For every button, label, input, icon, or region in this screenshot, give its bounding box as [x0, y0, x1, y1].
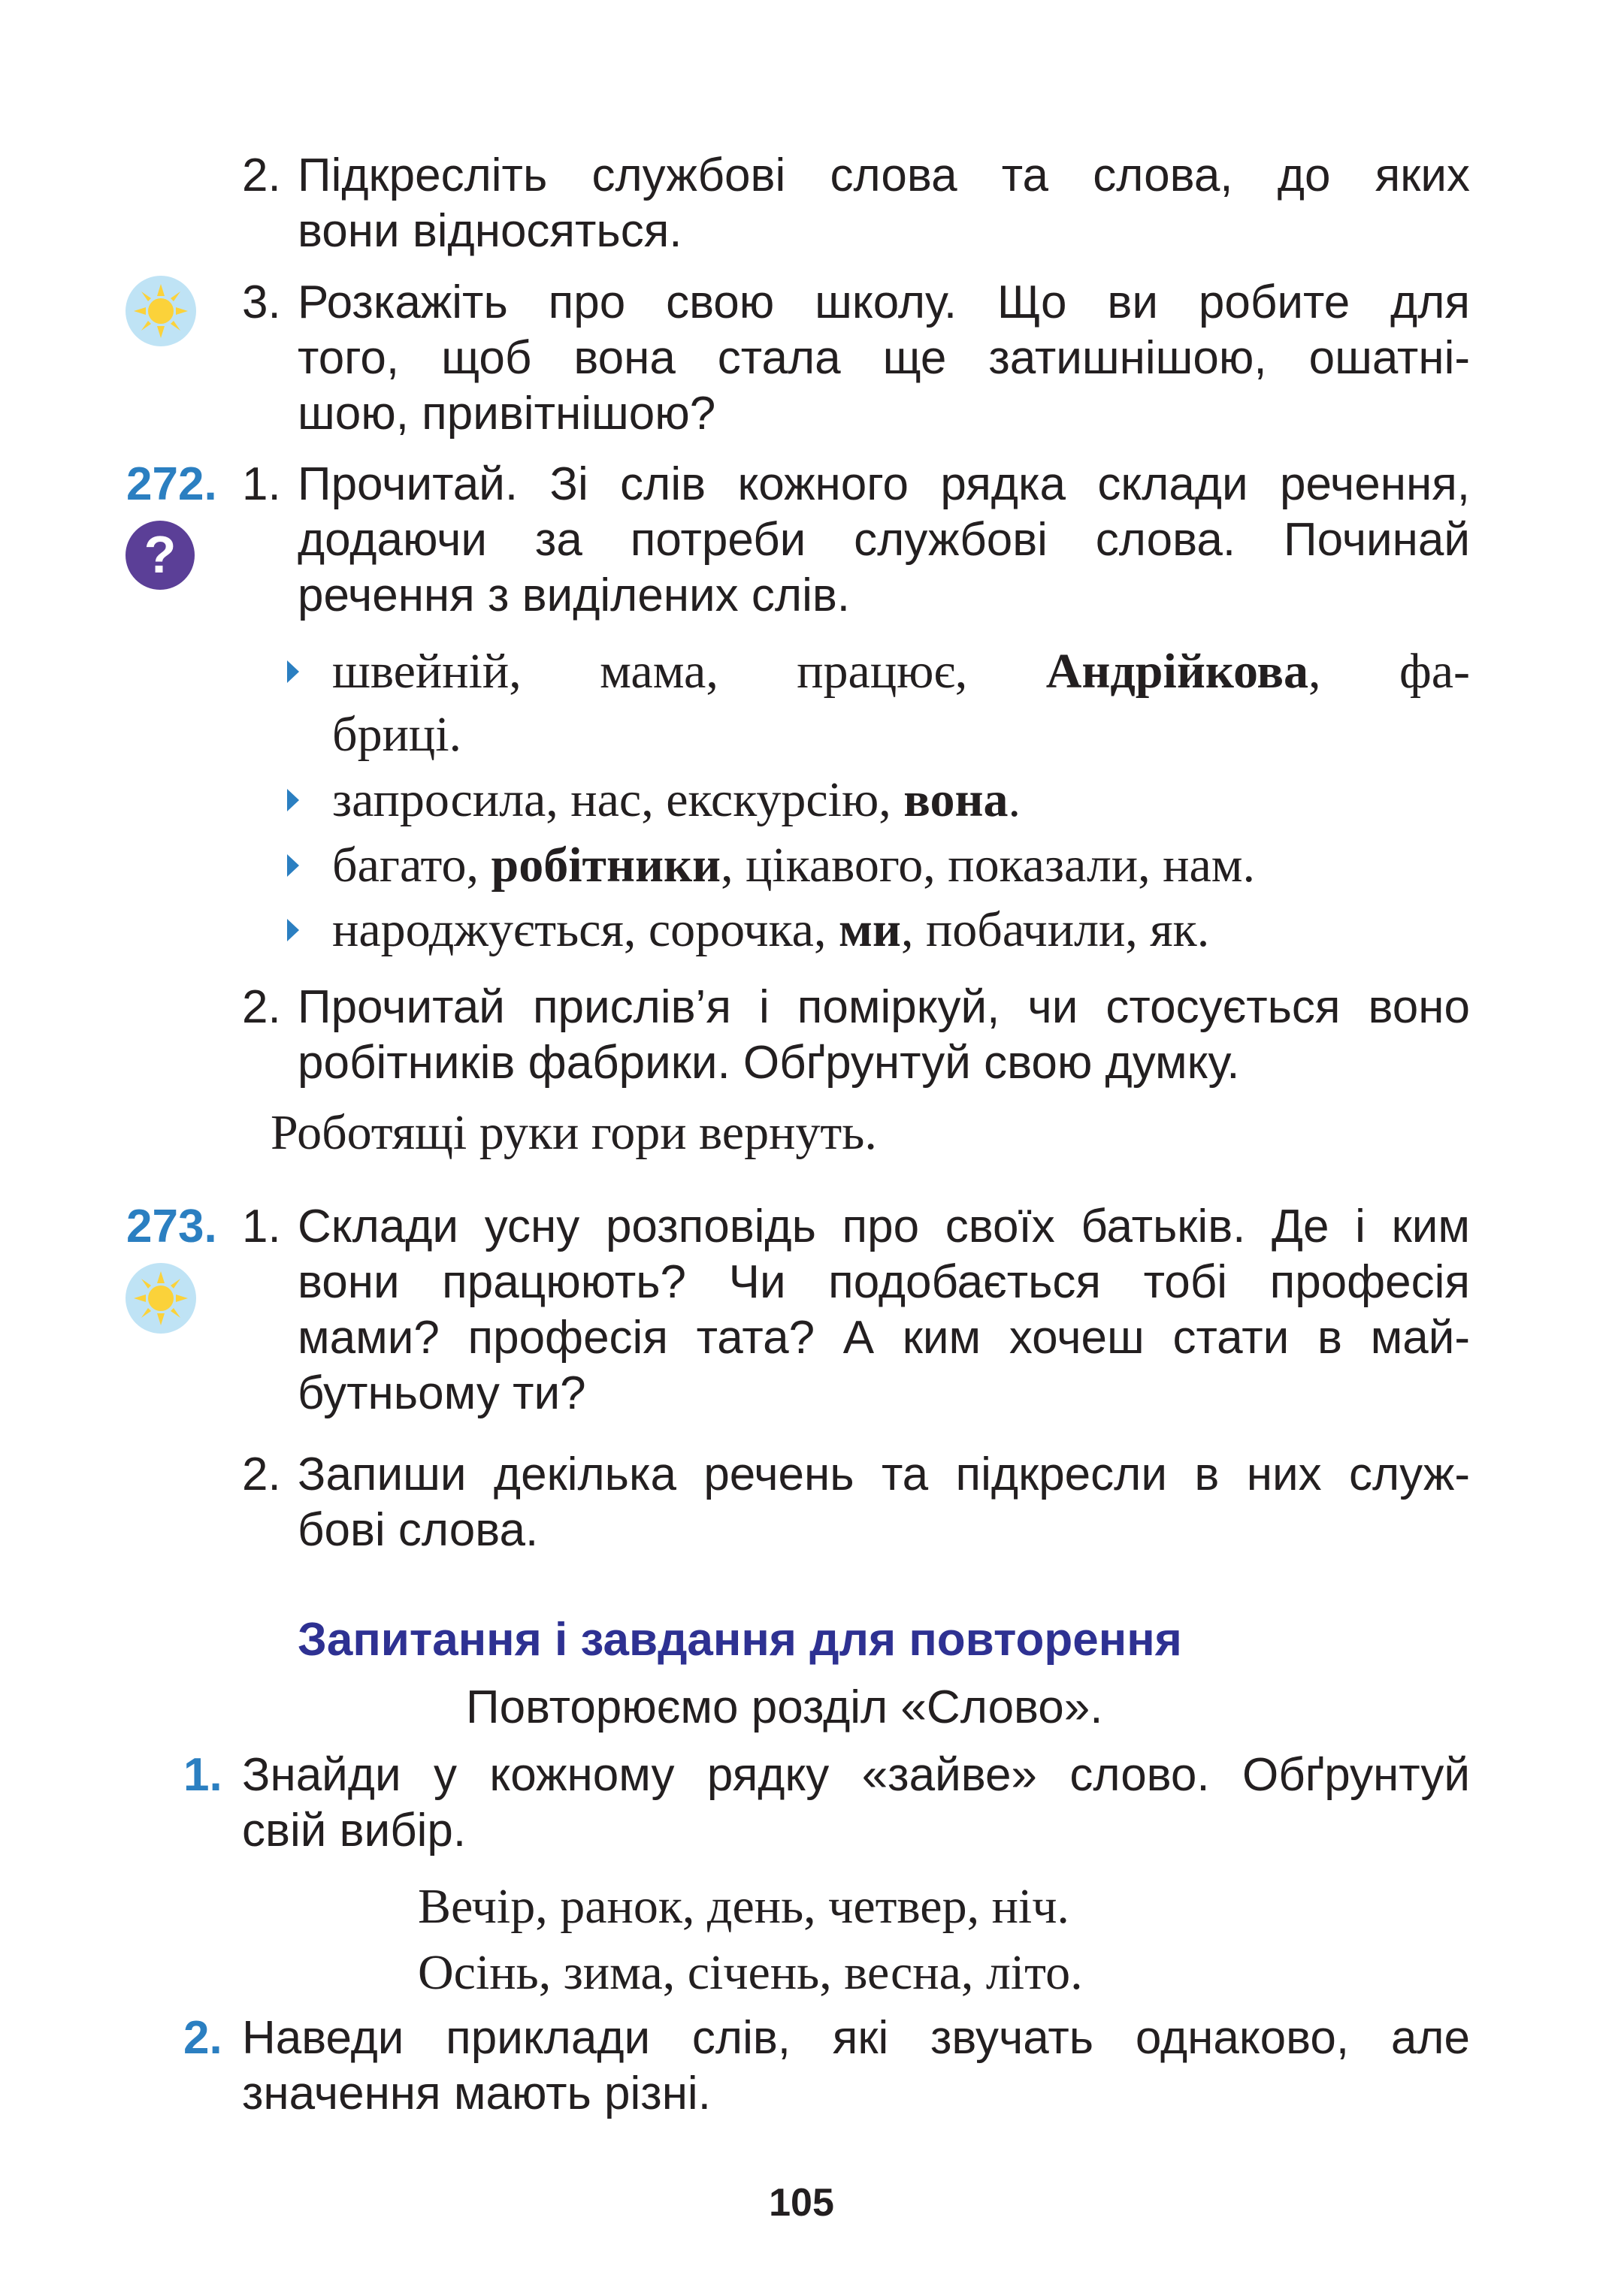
plain-words: , фа- — [1308, 644, 1470, 699]
example-line — [418, 1875, 1069, 1938]
item-number: 2. — [242, 1449, 281, 1500]
item-number: 1. — [242, 458, 281, 510]
item-text — [298, 457, 1470, 568]
plain-words: швейній, мама, працює, — [332, 644, 1046, 699]
text-line: мами? професія тата? А ким хочеш стати в май- — [298, 1312, 1470, 1364]
question-number: 1. — [183, 1749, 222, 1801]
item-number: 1. — [242, 1201, 281, 1252]
text-line: значення мають різні. — [242, 2068, 711, 2119]
item-text — [298, 204, 1470, 259]
question-text — [242, 1748, 1470, 1803]
question-text — [242, 2066, 1470, 2122]
plain-words: запросила, нас, екскурсію, — [332, 772, 904, 827]
text-line: вони працюють? Чи подобається тобі професія — [298, 1256, 1470, 1308]
question-icon — [125, 520, 195, 591]
page-number: 105 — [769, 2181, 834, 2225]
question-text — [242, 2011, 1470, 2066]
bold-word: ми — [838, 902, 901, 957]
item-text — [298, 1366, 1470, 1421]
exercise-number: 272. — [126, 458, 217, 510]
item-text — [298, 275, 1470, 386]
item-text — [298, 568, 1470, 624]
text-line — [332, 899, 1470, 962]
text-line: Знайди у кожному рядку «зайве» слово. Обґрунтуй — [242, 1749, 1470, 1801]
word-list-item-continuation — [332, 703, 1470, 766]
text-line — [332, 834, 1470, 897]
exercise-number: 273. — [126, 1201, 217, 1252]
text-line: Прочитай прислів’я і поміркуй, чи стосується воно — [298, 981, 1470, 1033]
text-line: робітників фабрики. Обґрунтуй свою думку. — [298, 1037, 1240, 1089]
text-line: Склади усну розповідь про своїх батьків. Де і ким — [298, 1201, 1470, 1252]
item-number: 3. — [242, 276, 281, 328]
text-line: Наведи приклади слів, які звучать однаково, але — [242, 2012, 1470, 2064]
bold-word: робітники — [491, 838, 721, 893]
text-line: Прочитай. Зі слів кожного рядка склади речення, — [298, 458, 1470, 510]
item-number: 2. — [242, 150, 281, 201]
text-line: речення з виділених слів. — [298, 569, 851, 621]
text-line — [332, 640, 1470, 703]
item-text — [298, 1199, 1470, 1366]
triangle-bullet-icon — [287, 660, 299, 683]
svg-text:?: ? — [144, 525, 177, 584]
text-line — [332, 769, 1470, 832]
plain-words: . — [1008, 772, 1021, 827]
text-line: бові слова. — [298, 1504, 539, 1556]
plain-words: народжується, сорочка, — [332, 902, 839, 957]
item-text — [298, 1035, 1470, 1091]
bold-word: вона — [903, 772, 1009, 827]
plain-words: , побачили, як. — [900, 902, 1210, 957]
word-list-item — [332, 899, 1470, 962]
text-line: вони відносяться. — [298, 205, 682, 257]
word-list-item — [332, 834, 1470, 897]
section-subheading — [466, 1680, 1102, 1736]
item-text — [298, 980, 1470, 1035]
triangle-bullet-icon — [287, 854, 299, 877]
text-line: бриці. — [332, 707, 462, 762]
example-text: Вечір, ранок, день, четвер, ніч. — [418, 1879, 1069, 1934]
triangle-bullet-icon — [287, 789, 299, 811]
question-text — [242, 1803, 1470, 1859]
example-line — [418, 1941, 1083, 2004]
proverb-text: Роботящі руки гори вернуть. — [271, 1105, 877, 1160]
text-line: Підкресліть службові слова та слова, до яких — [298, 150, 1470, 201]
text-line: додаючи за потреби службові слова. Починай — [298, 514, 1470, 566]
text-line: Розкажіть про свою школу. Що ви робите для — [298, 276, 1470, 328]
sun-icon — [125, 1262, 197, 1334]
item-text — [298, 148, 1470, 204]
subheading-text: Повторюємо розділ «Слово». — [466, 1681, 1103, 1733]
item-text — [298, 1447, 1470, 1503]
plain-words: багато, — [332, 838, 491, 893]
proverb — [271, 1101, 877, 1165]
text-line: шою, привітнішою? — [298, 388, 716, 440]
word-list-item — [332, 769, 1470, 832]
item-text — [298, 386, 1470, 442]
plain-words: , цікавого, показали, нам. — [721, 838, 1256, 893]
section-heading: Запитання і завдання для повторення — [298, 1614, 1182, 1666]
item-number: 2. — [242, 981, 281, 1033]
text-line: Запиши декілька речень та підкресли в них служ- — [298, 1449, 1470, 1500]
item-text — [298, 1503, 1470, 1558]
text-line: того, щоб вона стала ще затишнішою, ошатні- — [298, 332, 1470, 384]
question-number: 2. — [183, 2012, 222, 2064]
sun-icon — [125, 275, 197, 347]
text-line: бутньому ти? — [298, 1367, 586, 1419]
bold-word: Андрійкова — [1045, 644, 1309, 699]
triangle-bullet-icon — [287, 919, 299, 941]
example-text: Осінь, зима, січень, весна, літо. — [418, 1945, 1083, 2000]
text-line: свій вибір. — [242, 1805, 467, 1856]
word-list-item — [332, 640, 1470, 703]
